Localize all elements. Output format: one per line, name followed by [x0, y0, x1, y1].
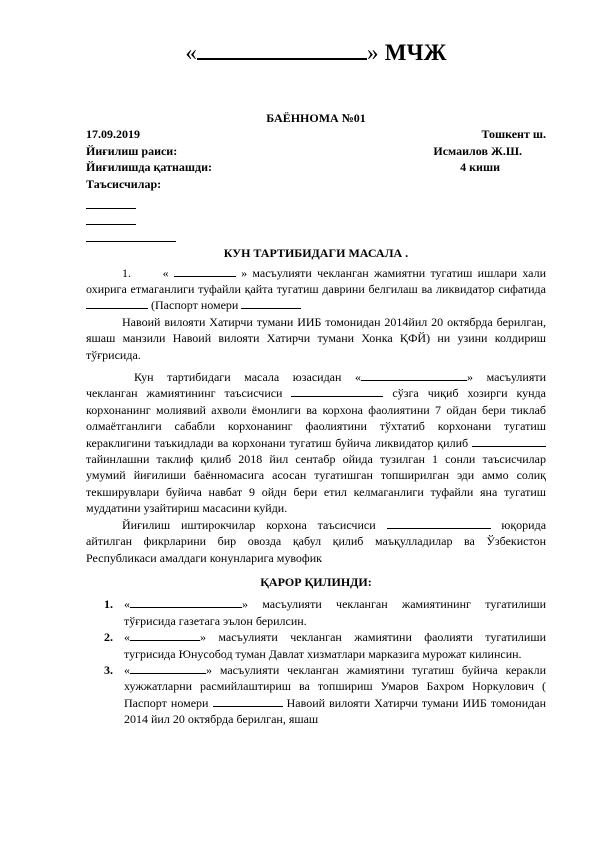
founder-blank-3	[86, 229, 176, 242]
passport-blank	[241, 297, 301, 309]
resolution-item-3	[86, 662, 546, 728]
company-blank	[130, 662, 206, 674]
agenda-p2-end: тайинлашни таклиф қилиб 2018 йил сентабр ойида тузилган 1 сонли таъсисчилар умумий йиғилиши баённомасига асосан тугатишган топширилган эди аммо солиқ текширувлари буйича навбат 9 ойдн бери етил келмаганлиги туфайли яна тугатиш муддатини узайтириш масасини куйди.	[86, 452, 546, 516]
agenda-item-number: 1.	[122, 265, 131, 280]
document-title: БАЁННОМА №01	[266, 111, 366, 125]
document-city: Тошкент ш.	[481, 127, 546, 142]
agenda-item-1	[86, 265, 546, 314]
founder-blank-2	[86, 212, 136, 225]
company-name-blank	[197, 38, 367, 60]
participants-count: 4 киши	[460, 160, 500, 175]
agenda-item-1-cont: Навоий вилояти Хатирчи тумани ИИБ томонидан 2014йил 20 октябрда берилган, яшаш манзили Навоий вилояти Хатирчи тумани Хонка ҚФЙ) ни узини колдириш тўғрисида.	[86, 314, 546, 362]
resolution-2-text: » масъулияти чекланган жамиятини фаолияти тугатилиши тугрисида Юнусобод туман Давлат хизматлари марказига мурожат килинсин.	[124, 630, 546, 661]
agenda-p3-start: Йиғилиш иштирокчилар корхона таъсисчиси	[122, 517, 376, 532]
resolution-text	[124, 629, 546, 662]
founder-blank-1	[86, 196, 136, 209]
agenda-heading: КУН ТАРТИБИДАГИ МАСАЛА .	[223, 246, 409, 261]
header-close-quote: »	[367, 40, 379, 65]
resolution-heading: ҚАРОР ҚИЛИНДИ:	[260, 574, 372, 589]
resolution-3-end: Навоий вилояти Хатирчи тумани ИИБ томонидан 2014 йил 20 октябрда берилган, яшаш	[124, 695, 546, 727]
participants-row	[86, 159, 546, 175]
liquidator-blank	[472, 435, 546, 447]
company-blank	[130, 596, 242, 608]
company-blank	[174, 265, 236, 277]
company-blank	[361, 369, 467, 381]
agenda-p3-end: юқорида айтилган фикрларини бир овозда қабул қилиб маъқулладилар ва Ўзбекистон Республикаси амалдаги конунларига мувофик	[86, 517, 547, 565]
agenda-item-1-text: » масъулияти чекланган жамиятни тугатиш ишлари хали охирига етмаганлиги туфайли қайта тугатиш даврини белгилаш ва ликвидатор сифатида	[86, 265, 546, 297]
passport-blank	[213, 695, 283, 707]
document-date: 17.09.2019	[86, 127, 140, 142]
quote-open: «	[124, 630, 130, 645]
resolution-item-1	[86, 596, 546, 629]
liquidator-blank	[86, 297, 148, 309]
quote-open: «	[162, 265, 169, 280]
chair-row	[86, 143, 546, 159]
quote-open: «	[124, 597, 130, 612]
agenda-p2-body: сўзга чиқиб хозирги кунда корхонанинг молиявий ахволи ёмонлиги ва корхона фаолиятини 7 ойдан бери тиклаб олмаётганлиги сабабли корхонанинг фаолиятини тўхтатиб корхонани тугатиш кераклигини таъкидлади ва корхонани тугатиш буйича ликвидатор қилиб	[86, 386, 546, 450]
organization-header	[86, 0, 546, 66]
company-blank	[130, 629, 200, 641]
org-type: МЧЖ	[384, 40, 447, 65]
quote-open: «	[124, 662, 130, 677]
resolution-3-text: » масъулияти чекланган жамиятини тугатиш буйича керакли хужжатларни расмийлаштириш ва топшириш Умаров Бахром Норкулович ( Паспорт номери	[124, 662, 546, 710]
founder-name-blank	[387, 517, 491, 529]
resolution-text	[124, 596, 546, 629]
resolution-item-2	[86, 629, 546, 662]
agenda-p2-start: Кун тартибидаги масала юзасидан «	[134, 370, 361, 385]
chair-name: Исмаилов Ж.Ш.	[433, 143, 522, 158]
founders-blanks	[86, 196, 546, 245]
resolution-text	[124, 662, 546, 728]
resolution-1-text: » масъулияти чекланган жамиятининг тугатилиши тўғрисида газетага эълон берилсин.	[124, 597, 546, 628]
agenda-paragraph-3	[86, 517, 546, 566]
chair-label: Йиғилиш раиси:	[86, 143, 178, 158]
agenda-paragraph-2	[86, 369, 546, 517]
founders-label: Таъсисчилар:	[86, 176, 162, 191]
participants-label: Йиғилишда қатнашди:	[86, 160, 212, 175]
header-open-quote: «	[185, 40, 198, 65]
resolution-number: 3.	[104, 662, 113, 677]
founder-name-blank	[291, 385, 383, 397]
resolution-number: 2.	[104, 630, 113, 645]
date-city-row	[86, 126, 546, 142]
passport-label: (Паспорт номери	[151, 298, 239, 313]
resolution-number: 1.	[104, 597, 113, 612]
agenda-p2-mid: » масъулияти чекланган жамиятининг таъсисчиси	[86, 370, 546, 401]
